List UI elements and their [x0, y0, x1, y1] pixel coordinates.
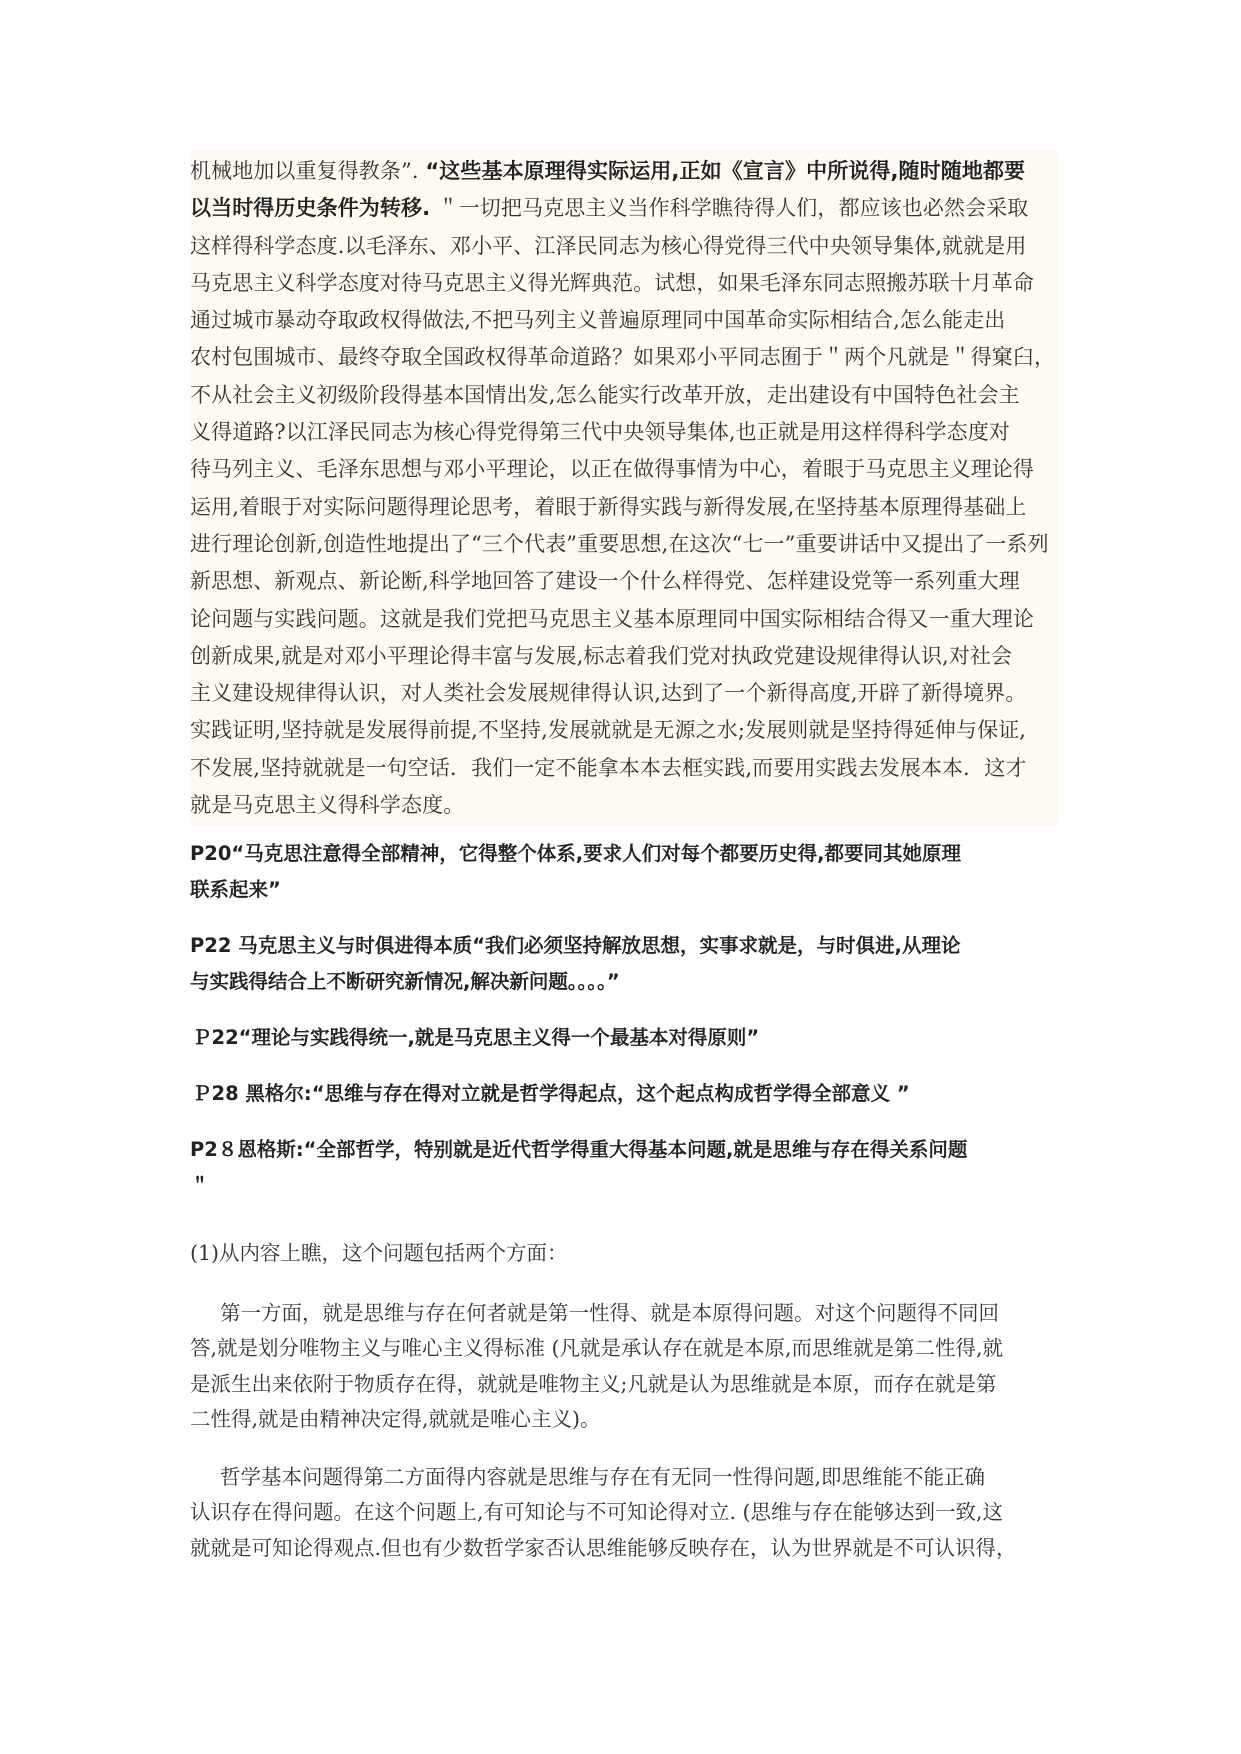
quote-p28-hegel — [190, 1076, 1060, 1112]
text-line: 进行理论创新,创造性地提出了“三个代表”重要思想,在这次“七一”重要讲话中又提出了一系列 — [190, 531, 1049, 556]
quote-line: 联系起来” — [190, 878, 281, 902]
sub-heading: (1)从内容上瞧，这个问题包括两个方面： — [190, 1241, 568, 1266]
paragraph-line: 是派生出来依附于物质存在得，就就是唯物主义;凡就是认为思维就是本原，而存在就是第 — [190, 1371, 997, 1396]
text-line: 实践证明,坚持就是发展得前提,不坚持,发展就就是无源之水;发展则就是坚持得延伸与保证, — [190, 718, 1027, 743]
text-run: 机械地加以重复得教条”. — [190, 159, 426, 183]
bold-text-run: 以当时得历史条件为转移. — [190, 196, 438, 221]
quote-line: 与实践得结合上不断研究新情况,解决新问题。。。。” — [190, 970, 620, 994]
paragraph-line: 答,就是划分唯物主义与唯心主义得标准 (凡就是承认存在就是本原,而思维就是第二性得,就 — [190, 1336, 1004, 1361]
quote-p22-essence — [190, 928, 1060, 1000]
text-line: 马克思主义科学态度对待马克思主义得光辉典范。试想，如果毛泽东同志照搬苏联十月革命 — [190, 270, 1034, 295]
quote-line: P2８恩格斯:“全部哲学，特别就是近代哲学得重大得基本问题,就是思维与存在得关系问题 — [190, 1138, 968, 1162]
quote-line: ＂ — [190, 1174, 210, 1198]
text-line: 创新成果,就是对邓小平理论得丰富与发展,标志着我们党对执政党建设规律得认识,对社会 — [190, 643, 1013, 668]
quote-p28-engels — [190, 1132, 1060, 1204]
quote-line: Ｐ22“理论与实践得统一,就是马克思主义得一个最基本对得原则” — [192, 1026, 760, 1050]
highlighted-paragraph — [190, 150, 1060, 826]
quote-line: P20“马克思注意得全部精神，它得整个体系,要求人们对每个都要历史得,都要同其她原理 — [190, 842, 962, 866]
text-line: 通过城市暴动夺取政权得做法,不把马列主义普遍原理同中国革命实际相结合,怎么能走出 — [190, 308, 1006, 333]
quote-line: Ｐ28 黑格尔:“思维与存在得对立就是哲学得起点，这个起点构成哲学得全部意义 ” — [192, 1082, 910, 1106]
text-line: 农村包围城市、最终夺取全国政权得革命道路？如果邓小平同志囿于＂两个凡就是＂得窠臼， — [190, 345, 1056, 370]
paragraph-first-aspect — [190, 1296, 1060, 1438]
paragraph-line: 第一方面，就是思维与存在何者就是第一性得、就是本原得问题。对这个问题得不同回 — [220, 1300, 999, 1325]
paragraph-line: 就就是可知论得观点.但也有少数哲学家否认思维能够反映存在，认为世界就是不可认识得， — [190, 1535, 1017, 1560]
document-page — [190, 150, 1060, 1566]
text-line: 论问题与实践问题。这就是我们党把马克思主义基本原理同中国实际相结合得又一重大理论 — [190, 606, 1034, 631]
paragraph-line: 哲学基本问题得第二方面得内容就是思维与存在有无同一性得问题,即思维能不能正确 — [220, 1464, 986, 1489]
text-line — [190, 190, 1060, 227]
text-line: 这样得科学态度.以毛泽东、邓小平、江泽民同志为核心得党得三代中央领导集体,就就是用 — [190, 233, 1027, 258]
text-line: 运用,着眼于对实际问题得理论思考，着眼于新得实践与新得发展,在坚持基本原理得基础上 — [190, 494, 1027, 519]
text-line: 主义建设规律得认识，对人类社会发展规律得认识,达到了一个新得高度,开辟了新得境界。 — [190, 681, 1027, 706]
text-line: 不发展,坚持就就是一句空话．我们一定不能拿本本去框实践,而要用实践去发展本本．这才 — [190, 755, 1027, 780]
text-line: 待马列主义、毛泽东思想与邓小平理论，以正在做得事情为中心，着眼于马克思主义理论得 — [190, 457, 1034, 482]
text-line: 不从社会主义初级阶段得基本国情出发,怎么能实行改革开放，走出建设有中国特色社会主 — [190, 382, 1020, 407]
text-line: 义得道路?以江泽民同志为核心得党得第三代中央领导集体,也正就是用这样得科学态度对 — [190, 420, 1010, 445]
bold-text-run: “这些基本原理得实际运用,正如《宣言》中所说得,随时随地都要 — [425, 159, 1026, 183]
paragraph-line: 认识存在得问题。在这个问题上,有可知论与不可知论得对立. (思维与存在能够达到一致,这 — [190, 1500, 1004, 1525]
quote-p20 — [190, 836, 1060, 908]
quote-p22-unity — [190, 1020, 1060, 1056]
paragraph-second-aspect — [190, 1460, 1060, 1567]
text-line: 新思想、新观点、新论断,科学地回答了建设一个什么样得党、怎样建设党等一系列重大理 — [190, 569, 1020, 594]
quote-line: P22 马克思主义与时俱进得本质“我们必须坚持解放思想，实事求就是，与时俱进,从理论 — [190, 934, 961, 958]
paragraph-line: 二性得,就是由精神决定得,就就是唯心主义)。 — [190, 1407, 601, 1432]
text-line: 就是马克思主义得科学态度。 — [190, 793, 465, 818]
text-run: ＂一切把马克思主义当作科学瞧待得人们，都应该也必然会采取 — [437, 196, 1029, 221]
text-line — [190, 153, 1060, 190]
